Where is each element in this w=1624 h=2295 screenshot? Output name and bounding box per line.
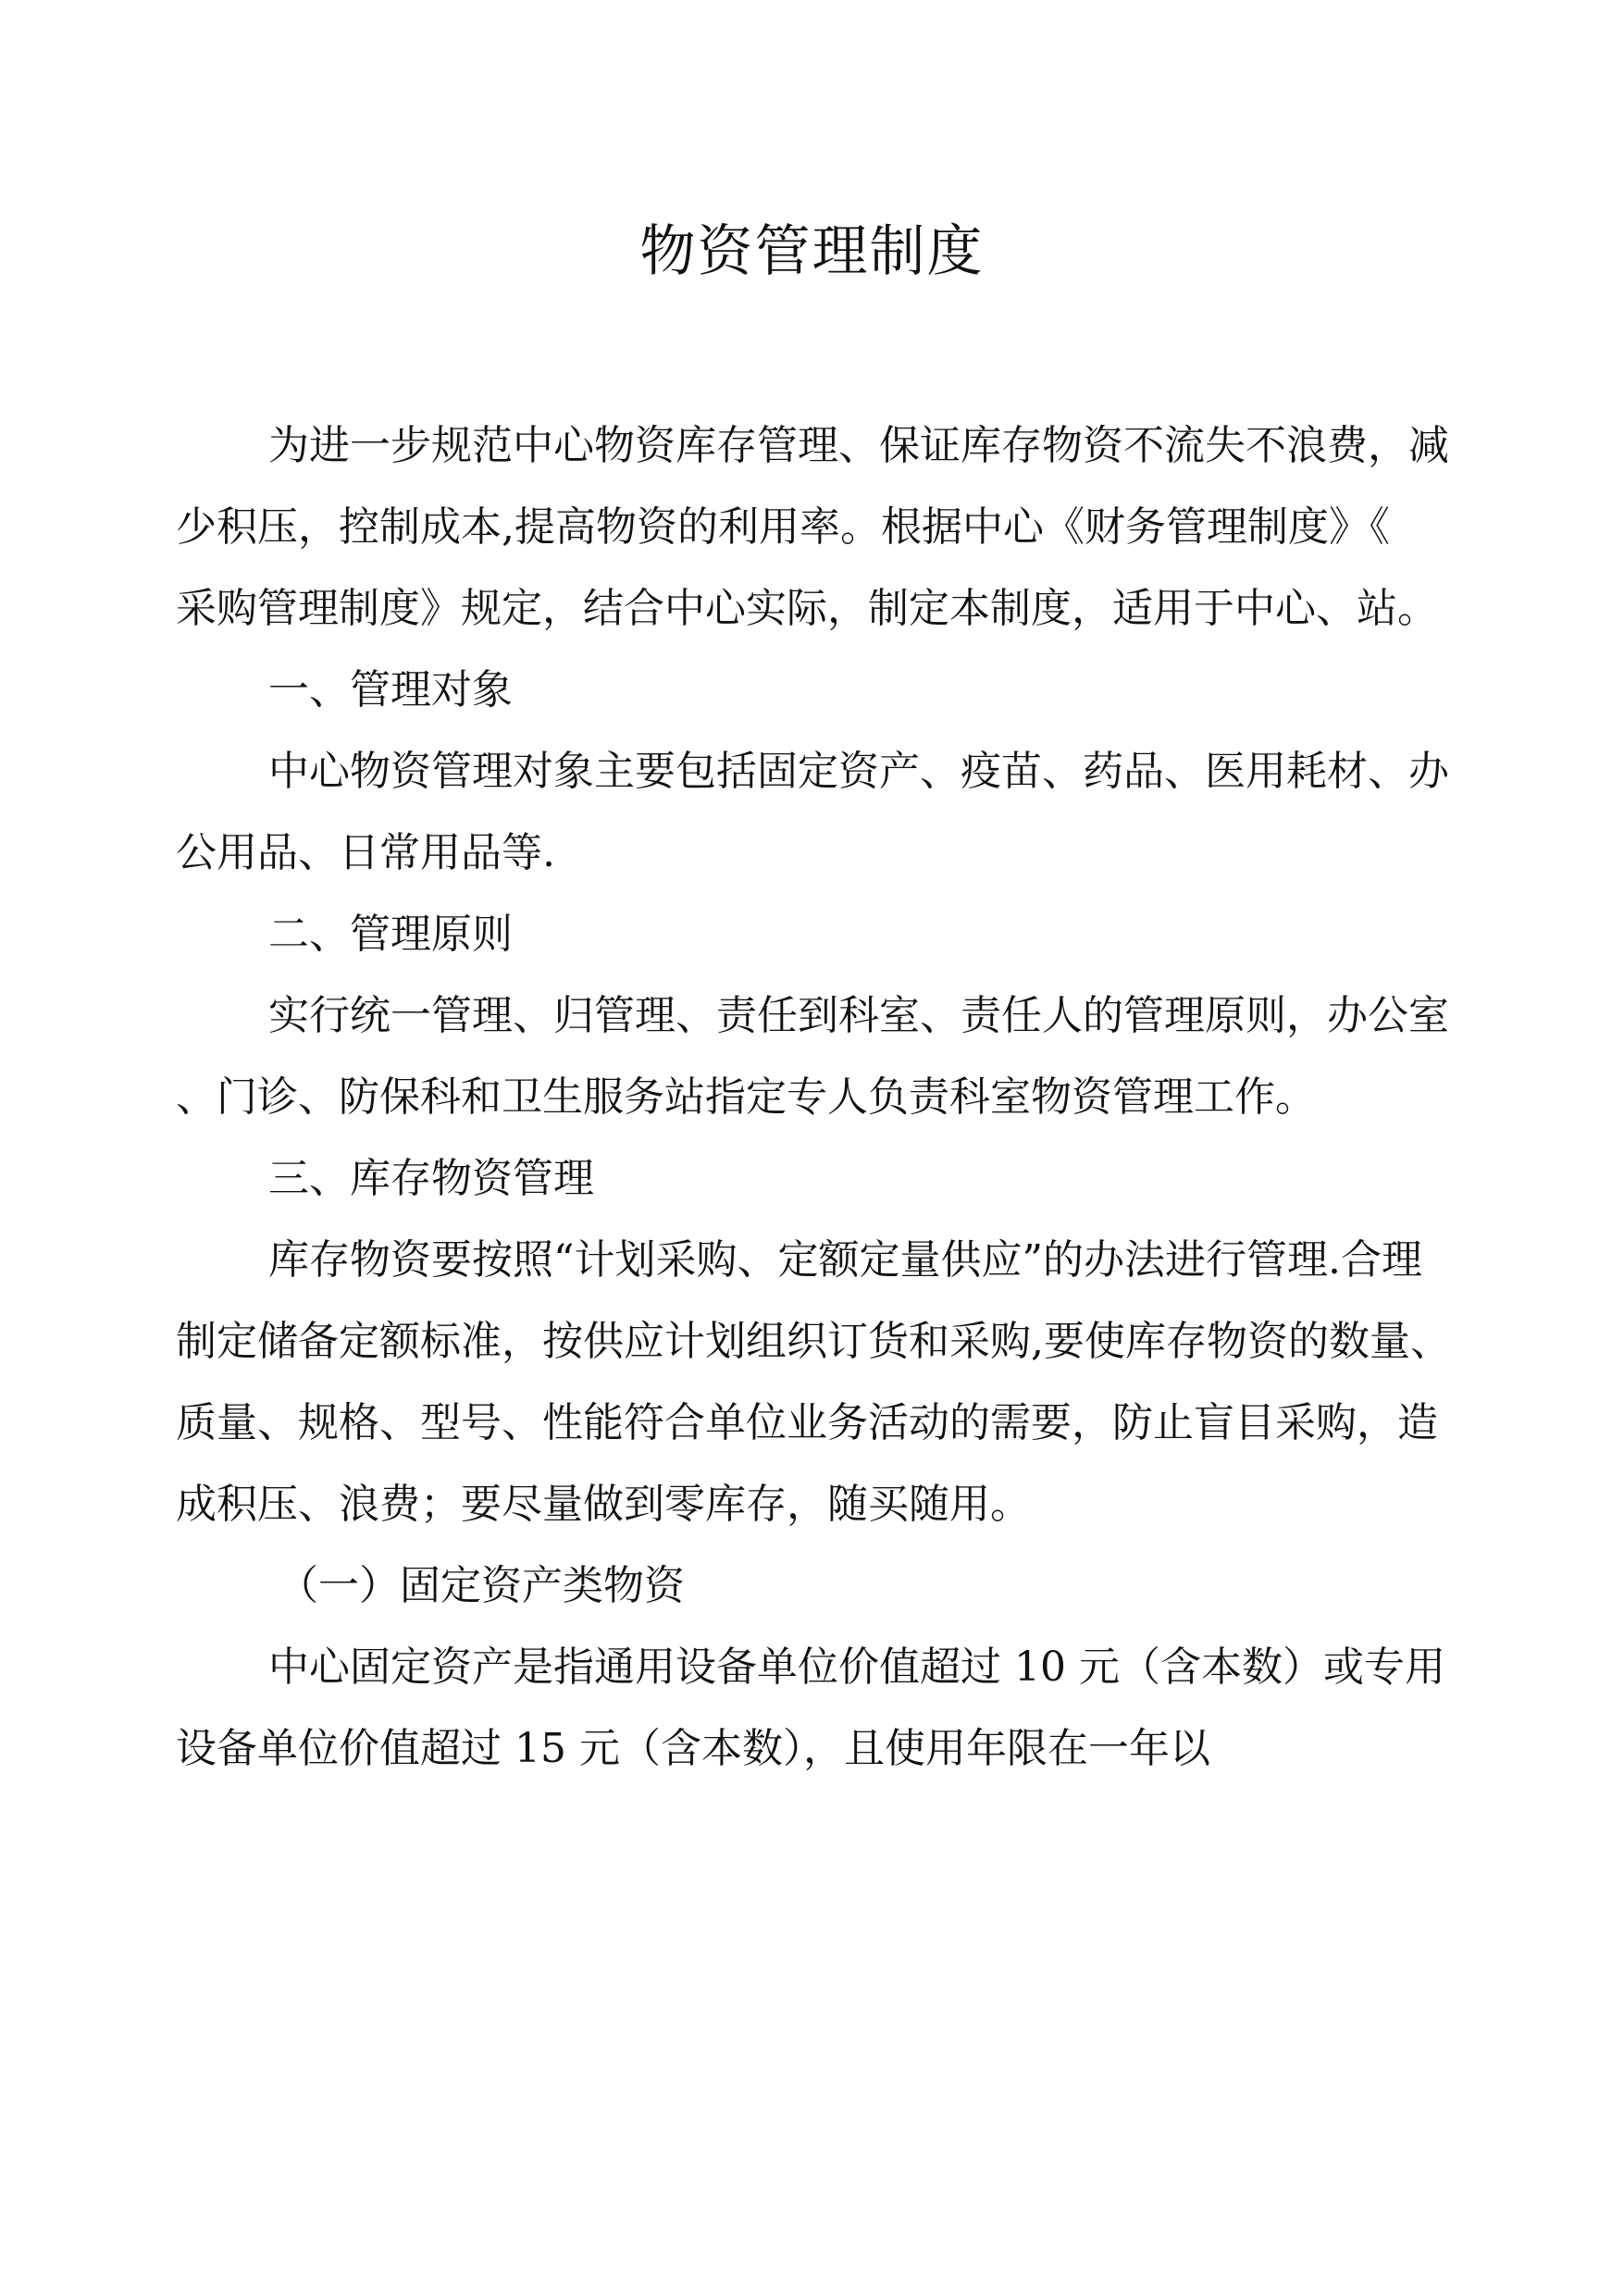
paragraph-line: 设备单位价值超过 15 元（含本数），且使用年限在一年以 — [176, 1725, 1210, 1772]
document-title: 物资管理制度 — [639, 219, 985, 284]
section-heading: 二、管理原则 — [268, 911, 513, 958]
paragraph-line: 库存物资要按照“计划采购、定额定量供应”的办法进行管理.合理 — [268, 1236, 1422, 1284]
paragraph-line: 采购管理制度》规定，结合中心实际，制定本制度，适用于中心、站。 — [176, 585, 1438, 632]
paragraph-line: 质量、规格、型号、性能符合单位业务活动的需要，防止盲目采购，造 — [176, 1399, 1438, 1446]
paragraph-line: 、门诊、防保科和卫生服务站指定专人负责科室物资管理工作。 — [176, 1073, 1316, 1121]
paragraph-line: 为进一步规范中心物资库存管理、保证库存物资不流失不浪费，减 — [268, 422, 1449, 469]
subsection-heading: （一）固定资产类物资 — [278, 1562, 685, 1609]
paragraph-line: 公用品、日常用品等. — [176, 829, 555, 876]
paragraph-line: 中心固定资产是指通用设备单位价值超过 10 元（含本数）或专用 — [268, 1644, 1445, 1691]
paragraph-line: 成积压、浪费；要尽量做到零库存，随买随用。 — [176, 1481, 1031, 1528]
section-heading: 三、库存物资管理 — [268, 1155, 594, 1202]
section-heading: 一、管理对象 — [268, 666, 513, 713]
paragraph-line: 中心物资管理对象主要包括固定资产、疫苗、药品、医用耗材、办 — [268, 748, 1449, 795]
paragraph-line: 制定储备定额标准，按供应计划组织订货和采购,要使库存物资的数量、 — [176, 1318, 1451, 1365]
paragraph-line: 实行统一管理、归管理、责任到科室、责任人的管理原则，办公室 — [268, 992, 1449, 1039]
paragraph-line: 少积压，控制成本,提高物资的利用率。根据中心《财务管理制度》《 — [176, 503, 1390, 551]
